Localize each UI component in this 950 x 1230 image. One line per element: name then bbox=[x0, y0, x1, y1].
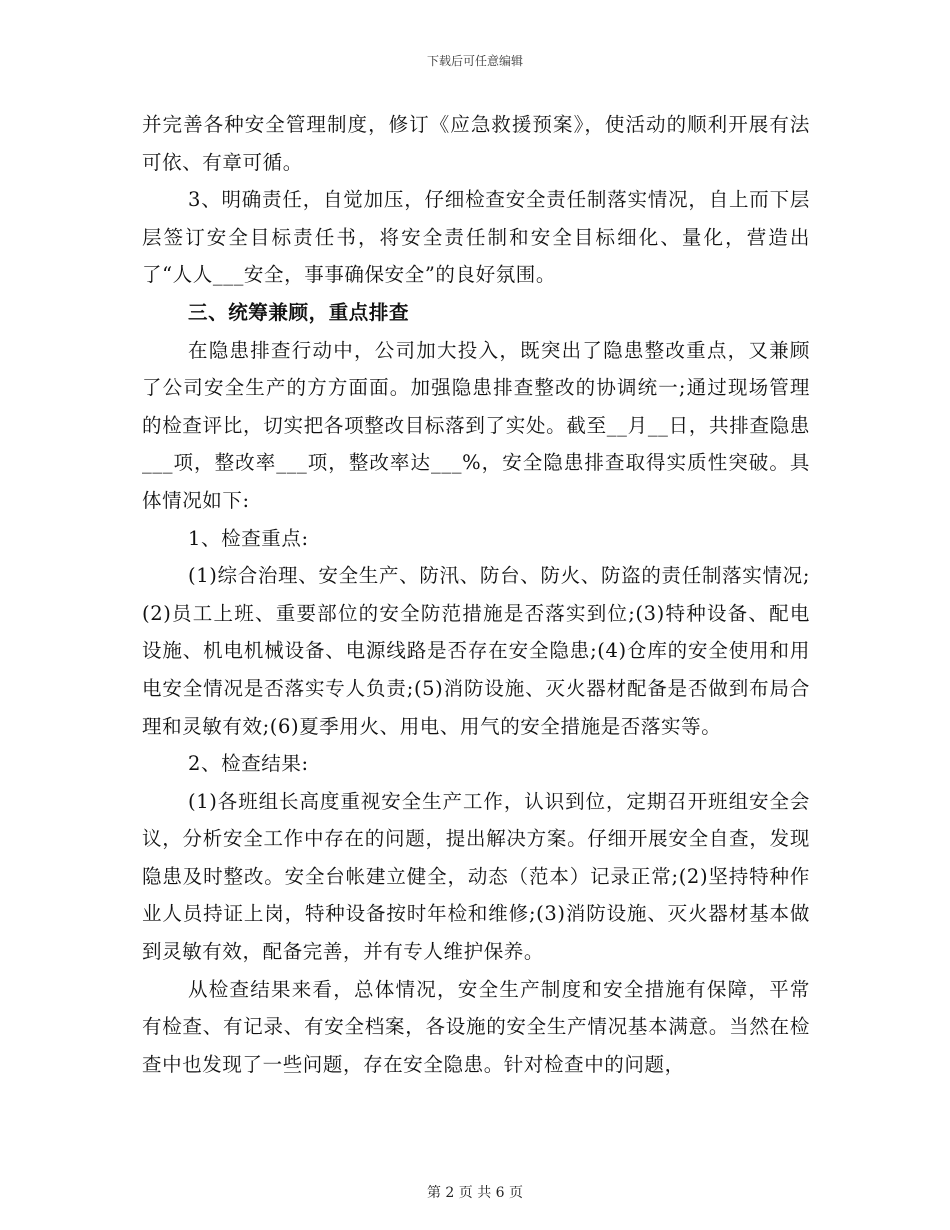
paragraph: 并完善各种安全管理制度，修订《应急救援预案》，使活动的顺利开展有法可依、有章可循。 bbox=[142, 113, 810, 174]
paragraph: 3、明确责任，自觉加压，仔细检查安全责任制落实情况，自上而下层层签订安全目标责任书，将安全责任制和安全目标细化、量化，营造出了“人人___安全，事事确保安全”的良好氛围。 bbox=[142, 188, 810, 287]
paragraph: 从检查结果来看，总体情况，安全生产制度和安全措施有保障，平常有检查、有记录、有安全档案，各设施的安全生产情况基本满意。当然在检查中也发现了一些问题，存在安全隐患。针对检查中的问题， bbox=[142, 977, 810, 1076]
page-header: 下载后可任意编辑 bbox=[426, 54, 523, 68]
paragraph: (1)综合治理、安全生产、防汛、防台、防火、防盗的责任制落实情况;(2)员工上班、重要部位的安全防范措施是否落实到位;(3)特种设备、配电设施、机电机械设备、电源线路是否存在安全隐患;(4)仓库的安全使用和用电安全情况是否落实专人负责;(5)消防设施、灭火器材配备是否做到布局合理和灵敏有效;(6)夏季用火、用电、用气的安全措施是否落实等。 bbox=[142, 564, 810, 738]
section-heading: 三、统筹兼顾，重点排查 bbox=[188, 300, 410, 324]
subheading: 2、检查结果: bbox=[188, 752, 309, 776]
subheading: 1、检查重点: bbox=[188, 526, 309, 550]
document-body bbox=[142, 106, 810, 1083]
paragraph: 在隐患排查行动中，公司加大投入，既突出了隐患整改重点，又兼顾了公司安全生产的方方面面。加强隐患排查整改的协调统一;通过现场管理的检查评比，切实把各项整改目标落到了实处。截至__月__日，共排查隐患___项，整改率___项，整改率达___%，安全隐患排查取得实质性突破。具体情况如下: bbox=[142, 338, 810, 512]
page-footer: 第 2 页 共 6 页 bbox=[426, 1185, 524, 1201]
paragraph: (1)各班组长高度重视安全生产工作，认识到位，定期召开班组安全会议，分析安全工作中存在的问题，提出解决方案。仔细开展安全自查，发现隐患及时整改。安全台帐建立健全，动态（范本）记录正常;(2)坚持特种作业人员持证上岗，特种设备按时年检和维修;(3)消防设施、灭火器材基本做到灵敏有效，配备完善，并有专人维护保养。 bbox=[142, 789, 810, 964]
